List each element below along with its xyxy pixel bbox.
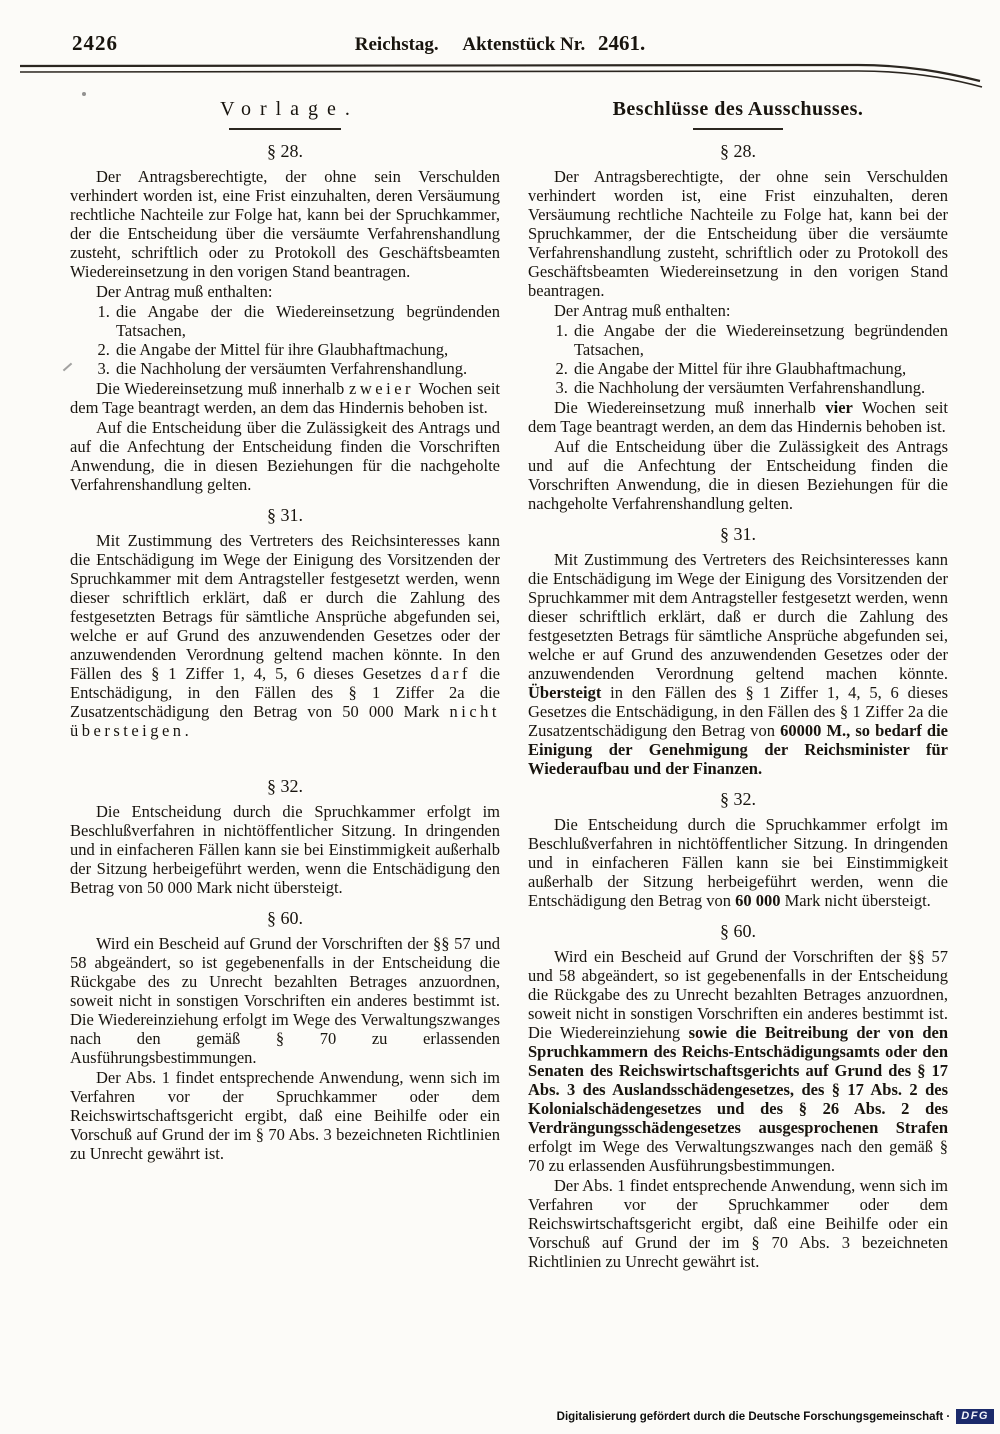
two-column-body: [70, 92, 948, 1272]
header-doc-label: Aktenstück Nr.: [462, 34, 586, 55]
dfg-logo: DFG: [956, 1409, 994, 1424]
paragraph: Die Entscheidung durch die Spruchkammer erfolgt im Beschlußverfahren in nichtöffentlicher Sitzung. In dringenden und in einfacheren Fällen kann sie bei Einstimmigkeit außerhalb der Sitzung herbeigeführt werden, wenn die Entschädigung den Betrag von 50 000 Mark nicht übersteigt.: [70, 802, 500, 897]
column-vorlage: [70, 92, 500, 1164]
paragraph: Mit Zustimmung des Vertreters des Reichsinteresses kann die Entschädigung im Wege der Einigung des Vorsitzenden der Spruchkammer mit dem Antragsteller festgesetzt werden, wenn dieser schriftlich erklärt, daß er durch die Zahlung des festgesetzten Betrags für sämtliche Ansprüche abgefunden sei, welche er auf Grund des anzuwendenden Gesetzes oder der anzuwendenden Verordnung geltend machen könnte. Übersteigt in den Fällen des § 1 Ziffer 1, 4, 5, 6 dieses Gesetzes die Entschädigung, in den Fällen des § 1 Ziffer 2a die Zusatzentschädigung den Betrag von 60000 M., so bedarf die Einigung der Genehmigung der Reichsminister für Wiederaufbau und der Finanzen.: [528, 550, 948, 778]
section-32-vorlage: [70, 776, 500, 897]
column-beschluesse: [528, 92, 948, 1272]
paragraph: Auf die Entscheidung über die Zulässigkeit des Antrags und auf die Anfechtung der Entscheidung finden die Vorschriften Anwendung, die in diesen Beziehungen für die nachgeholte Verfahrenshandlung gelten.: [528, 437, 948, 513]
column-title-vorlage: Vorlage.: [220, 98, 359, 120]
section-28-vorlage: [70, 141, 500, 494]
paragraph: Der Antrag muß enthalten:: [554, 301, 731, 320]
section-heading: § 31.: [267, 505, 303, 525]
double-rule: [18, 60, 986, 90]
digitization-footer: [557, 1409, 994, 1424]
numbered-list: [572, 321, 948, 397]
paragraph: Der Antragsberechtigte, der ohne sein Verschulden verhindert worden ist, eine Frist einzuhalten, deren Versäumung rechtliche Nachteile zur Folge hat, kann bei der Spruchkammer, der die Entscheidung über die versäumte Verfahrenshandlung zusteht, schriftlich oder zu Protokoll des Geschäftsbeamten Wiedereinsetzung in den vorigen Stand beantragen.: [70, 167, 500, 281]
paragraph: Die Wiedereinsetzung muß innerhalb zweier Wochen seit dem Tage beantragt werden, an dem das Hindernis behoben ist.: [70, 379, 500, 417]
section-31-vorlage: [70, 505, 500, 740]
section-heading: § 31.: [720, 524, 756, 544]
section-heading: § 32.: [720, 789, 756, 809]
page-number: 2426: [72, 31, 118, 55]
section-28-beschluss: [528, 141, 948, 513]
paragraph: Wird ein Bescheid auf Grund der Vorschriften der §§ 57 und 58 abgeändert, so ist gegebenenfalls in der Entscheidung die Rückgabe des zu Unrecht bezahlten Betrages anzuordnen, soweit nicht in sonstigen Vorschriften ein anderes bestimmt ist. Die Wiedereinziehung erfolgt im Wege des Verwaltungszwanges nach den gemäß § 70 zu erlassenden Ausführungsbestimmungen.: [70, 934, 500, 1067]
header-doc-number: 2461.: [597, 31, 646, 55]
section-heading: § 32.: [267, 776, 303, 796]
section-heading: § 60.: [267, 908, 303, 928]
paragraph: Auf die Entscheidung über die Zulässigkeit des Antrags und auf die Anfechtung der Entscheidung finden die Vorschriften Anwendung, die in diesen Beziehungen für die nachgeholte Verfahrenshandlung gelten.: [70, 418, 500, 494]
paragraph: Die Wiedereinsetzung muß innerhalb vier Wochen seit dem Tage beantragt werden, an dem das Hindernis behoben ist.: [528, 398, 948, 436]
section-31-beschluss: [528, 524, 948, 778]
list-item: 1. die Angabe der die Wiedereinsetzung begründenden Tatsachen,: [572, 321, 948, 359]
column-title-beschluesse: Beschlüsse des Ausschusses.: [612, 98, 864, 120]
paragraph: Mit Zustimmung des Vertreters des Reichsinteresses kann die Entschädigung im Wege der Einigung des Vorsitzenden der Spruchkammer mit dem Antragsteller festgesetzt werden, wenn dieser schriftlich erklärt, daß er durch die Zahlung des festgesetzten Betrags für sämtliche Ansprüche abgefunden sei, welche er auf Grund des anzuwendenden Gesetzes oder der anzuwendenden Verordnung geltend machen könnte. In den Fällen des § 1 Ziffer 1, 4, 5, 6 dieses Gesetzes darf die Entschädigung, in den Fällen des § 1 Ziffer 2a die Zusatzentschädigung den Betrag von 50 000 Mark nicht übersteigen.: [70, 531, 500, 740]
list-item: 3. die Nachholung der versäumten Verfahrenshandlung.: [114, 359, 500, 378]
section-32-beschluss: [528, 789, 948, 910]
section-60-beschluss: [528, 921, 948, 1271]
page-header-title: [0, 31, 1000, 56]
paragraph: Der Antrag muß enthalten:: [96, 282, 273, 301]
numbered-list: [114, 302, 500, 378]
title-underline: [229, 128, 341, 130]
footer-credit-text: Digitalisierung gefördert durch die Deutsche Forschungsgemeinschaft ·: [556, 1410, 951, 1423]
list-item: 2. die Angabe der Mittel für ihre Glaubhaftmachung,: [572, 359, 948, 378]
paragraph: Der Antragsberechtigte, der ohne sein Verschulden verhindert worden ist, eine Frist einzuhalten, deren Versäumung rechtliche Nachteile zu Folge hat, kann bei der Spruchkammer, der die Entscheidung über die versäumte Verfahrenshandlung zusteht, schriftlich oder zu Protokoll des Geschäftsbeamten Wiedereinsetzung in den vorigen Stand beantragen.: [528, 167, 948, 300]
paragraph: Der Abs. 1 findet entsprechende Anwendung, wenn sich im Verfahren vor der Spruchkammer oder dem Reichswirtschaftsgericht ergibt, daß eine Beihilfe oder ein Vorschuß auf Grund der im § 70 Abs. 3 bezeichneten Richtlinien zu Unrecht gewährt ist.: [70, 1068, 500, 1163]
section-heading: § 28.: [267, 141, 303, 161]
section-60-vorlage: [70, 908, 500, 1163]
list-item: 2. die Angabe der Mittel für ihre Glaubhaftmachung,: [114, 340, 500, 359]
section-heading: § 60.: [720, 921, 756, 941]
list-item: 3. die Nachholung der versäumten Verfahrenshandlung.: [572, 378, 948, 397]
header-journal: Reichstag.: [354, 34, 439, 55]
paragraph: Wird ein Bescheid auf Grund der Vorschriften der §§ 57 und 58 abgeändert, so ist gegebenenfalls in der Entscheidung die Rückgabe des zu Unrecht bezahlten Betrages anzuordnen, soweit nicht in sonstigen Vorschriften ein anderes bestimmt ist. Die Wiedereinziehung sowie die Beitreibung der von den Spruchkammern des Reichs-Entschädigungsamts oder den Senaten des Reichswirtschaftsgerichts auf Grund des § 17 Abs. 3 des Auslandsschädengesetzes, des § 17 Abs. 2 des Kolonialschädengesetzes und des § 26 Abs. 2 des Verdrängungsschädengesetzes ausgesprochenen Strafen erfolgt im Wege des Verwaltungszwanges nach den gemäß § 70 zu erlassenden Ausführungsbestimmungen.: [528, 947, 949, 1175]
paragraph: Die Entscheidung durch die Spruchkammer erfolgt im Beschlußverfahren in nichtöffentlicher Sitzung. In dringenden und in einfacheren Fällen kann sie bei Einstimmigkeit außerhalb der Sitzung herbeigeführt werden, wenn die Entschädigung den Betrag von 60 000 Mark nicht übersteigt.: [528, 815, 948, 910]
title-underline: [693, 128, 783, 130]
section-heading: § 28.: [720, 141, 756, 161]
paragraph: Der Abs. 1 findet entsprechende Anwendung, wenn sich im Verfahren vor der Spruchkammer oder dem Reichswirtschaftsgericht ergibt, daß eine Beihilfe oder ein Vorschuß auf Grund der im § 70 Abs. 3 bezeichneten Richtlinien zu Unrecht gewährt ist.: [528, 1176, 948, 1271]
list-item: 1. die Angabe der die Wiedereinsetzung begründenden Tatsachen,: [114, 302, 500, 340]
